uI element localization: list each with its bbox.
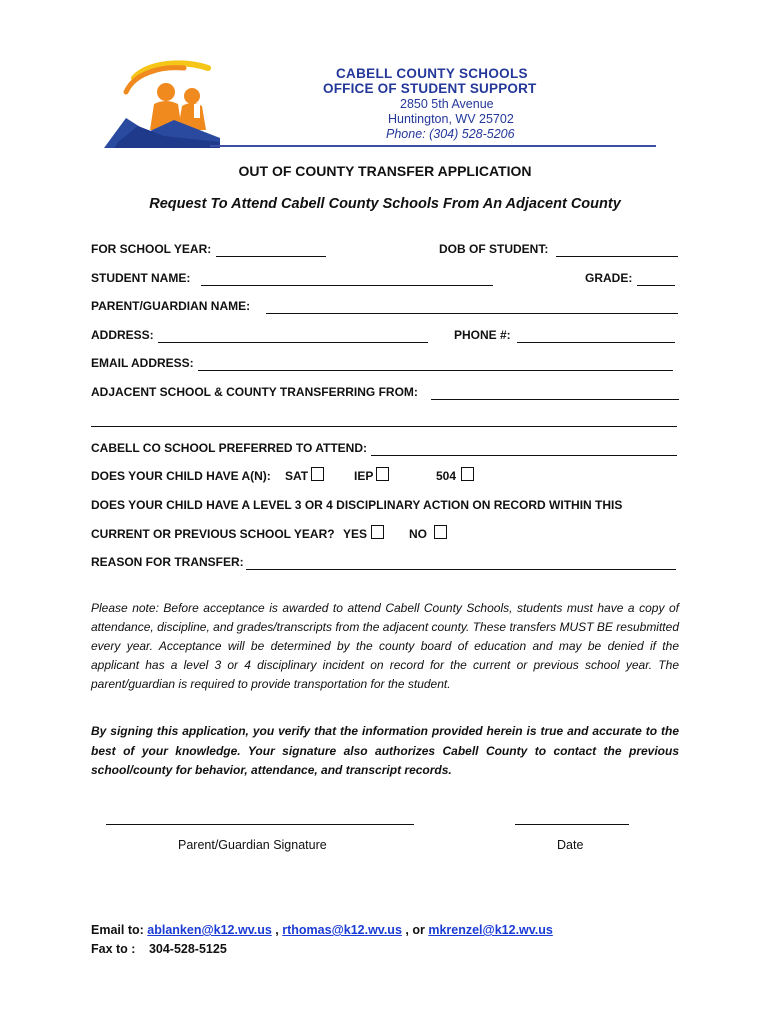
plan-question-label: DOES YOUR CHILD HAVE A(N): xyxy=(91,469,271,483)
fax-number: 304-528-5125 xyxy=(148,942,227,956)
iep-checkbox[interactable] xyxy=(376,467,389,481)
signature-label: Parent/Guardian Signature xyxy=(178,838,327,852)
disciplinary-question-line1: DOES YOUR CHILD HAVE A LEVEL 3 OR 4 DISCIPLINARY ACTION ON RECORD WITHIN THIS xyxy=(91,498,623,512)
acceptance-note: Please note: Before acceptance is awarded to attend Cabell County Schools, students must have a copy of attendance, discipline, and grades/transcripts from the adjacent county. These transfers MUST BE resubmitted every year. Acceptance will be determined by the county board of education and may be denied if the applicant has a level 3 or 4 disciplinary incident on record for the current or previous school year. The parent/guardian is required to provide transportation for the student. xyxy=(91,601,679,691)
letterhead-phone: Phone: (304) 528-5206 xyxy=(386,127,515,141)
email-field[interactable] xyxy=(198,370,673,371)
letterhead-org: CABELL COUNTY SCHOOLS xyxy=(336,66,528,81)
attestation-text: By signing this application, you verify that the information provided herein is true and accurate to the best of your knowledge. Your signature also authorizes Cabell County to contact the previous school/county for behavior, attendance, and transcript records. xyxy=(91,724,679,777)
signature-field[interactable] xyxy=(106,824,414,825)
parent-name-label: PARENT/GUARDIAN NAME: xyxy=(91,299,251,313)
preferred-school-label: CABELL CO SCHOOL PREFERRED TO ATTEND: xyxy=(91,441,368,455)
letterhead-city: Huntington, WV 25702 xyxy=(388,112,514,126)
fax-contact-line xyxy=(91,942,227,956)
letterhead-office: OFFICE OF STUDENT SUPPORT xyxy=(323,81,537,96)
email-link-rthomas[interactable]: rthomas@k12.wv.us xyxy=(282,923,402,937)
email-contact-line xyxy=(91,923,553,937)
preferred-school-field[interactable] xyxy=(371,455,677,456)
school-logo-icon xyxy=(104,58,220,148)
adjacent-school-field-line2[interactable] xyxy=(91,426,677,427)
email-link-ablanken[interactable]: ablanken@k12.wv.us xyxy=(147,923,272,937)
adjacent-school-field[interactable] xyxy=(431,399,679,400)
form-title: OUT OF COUNTY TRANSFER APPLICATION xyxy=(238,163,532,179)
school-year-label: FOR SCHOOL YEAR: xyxy=(91,242,212,256)
grade-field[interactable] xyxy=(637,285,675,286)
504-checkbox[interactable] xyxy=(461,467,474,481)
letterhead-street: 2850 5th Avenue xyxy=(400,97,494,111)
letterhead-divider xyxy=(210,145,656,147)
grade-label: GRADE: xyxy=(585,271,633,285)
disciplinary-yes-checkbox[interactable] xyxy=(371,525,384,539)
adjacent-school-label: ADJACENT SCHOOL & COUNTY TRANSFERRING FROM: xyxy=(91,385,418,399)
reason-field[interactable] xyxy=(246,569,676,570)
sat-checkbox[interactable] xyxy=(311,467,324,481)
yes-label: YES xyxy=(343,527,368,541)
student-name-field[interactable] xyxy=(201,285,493,286)
school-year-field[interactable] xyxy=(216,256,326,257)
dob-field[interactable] xyxy=(556,256,678,257)
disciplinary-question-line2: CURRENT OR PREVIOUS SCHOOL YEAR? xyxy=(91,527,335,541)
dob-label: DOB OF STUDENT: xyxy=(439,242,549,256)
email-separator: , xyxy=(275,923,279,937)
address-label: ADDRESS: xyxy=(91,328,154,342)
date-field[interactable] xyxy=(515,824,629,825)
reason-label: REASON FOR TRANSFER: xyxy=(91,555,244,569)
student-name-label: STUDENT NAME: xyxy=(91,271,191,285)
phone-label: PHONE #: xyxy=(454,328,511,342)
no-label: NO xyxy=(409,527,427,541)
form-subtitle: Request To Attend Cabell County Schools From An Adjacent County xyxy=(149,196,621,212)
504-label: 504 xyxy=(436,469,457,483)
fax-label: Fax to : xyxy=(91,942,136,956)
disciplinary-no-checkbox[interactable] xyxy=(434,525,447,539)
phone-field[interactable] xyxy=(517,342,675,343)
email-separator-or: , or xyxy=(405,923,425,937)
email-link-mkrenzel[interactable]: mkrenzel@k12.wv.us xyxy=(428,923,553,937)
parent-name-field[interactable] xyxy=(266,313,678,314)
iep-label: IEP xyxy=(354,469,374,483)
address-field[interactable] xyxy=(158,342,428,343)
date-label: Date xyxy=(557,838,584,852)
sat-label: SAT xyxy=(285,469,309,483)
email-to-label: Email to: xyxy=(91,923,144,937)
email-label: EMAIL ADDRESS: xyxy=(91,356,194,370)
